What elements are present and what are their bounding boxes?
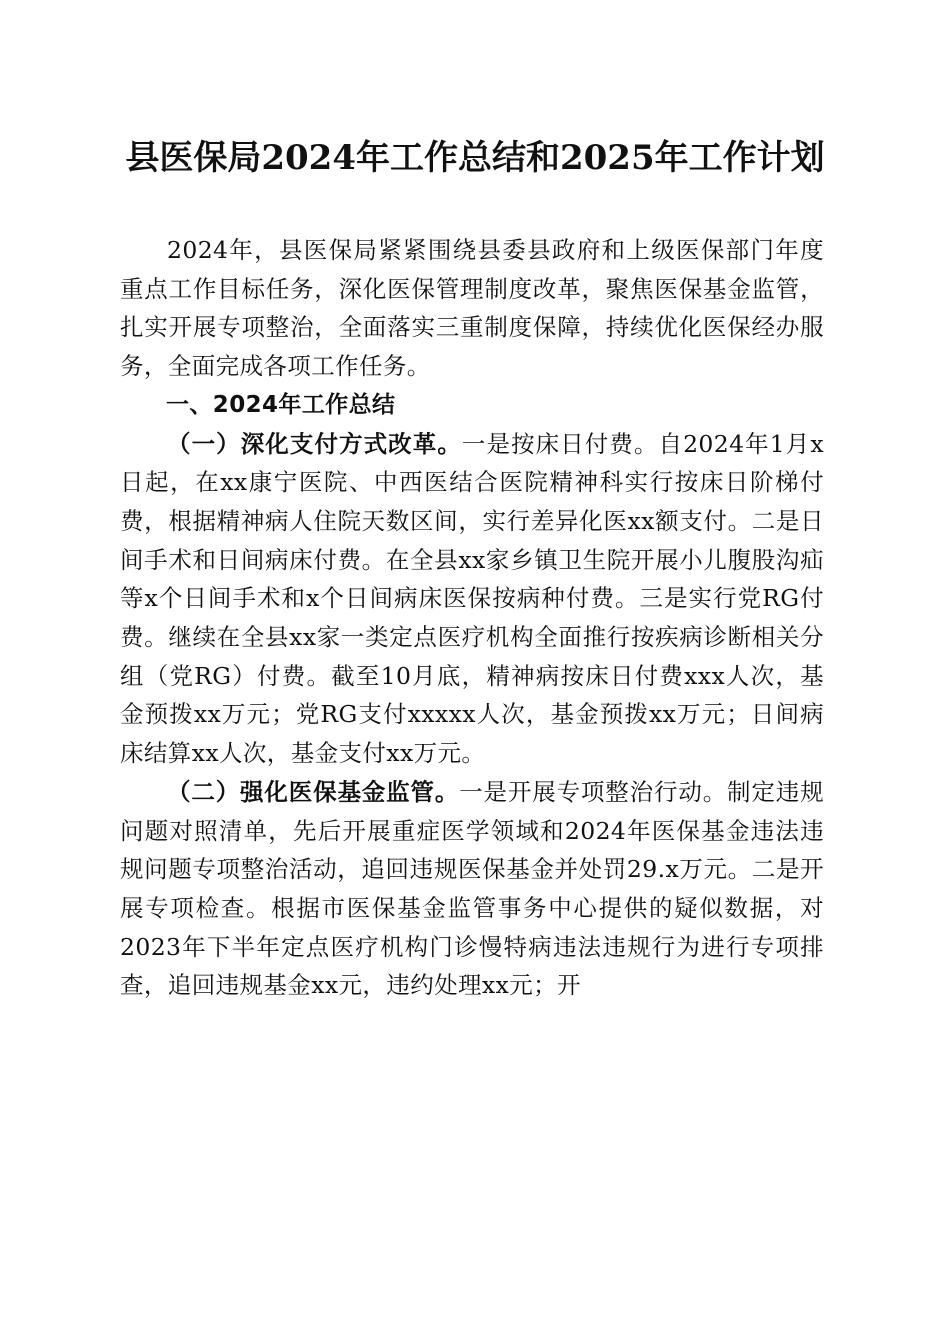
paragraph-heading: （二）强化医保基金监管。 <box>167 777 460 806</box>
intro-paragraph: 2024年，县医保局紧紧围绕县委县政府和上级医保部门年度重点工作目标任务，深化医保管理制度改革，聚焦医保基金监管，扎实开展专项整治，全面落实三重制度保障，持续优化医保经办服务，全面完成各项工作任务。 <box>120 236 824 381</box>
paragraph-text: 一是开展专项整治行动。制定违规问题对照清单，先后开展重症医学领域和2024年医保基金违法违规问题专项整治活动，追回违规医保基金并处罚29.x万元。二是开展专项检查。根据市医保基金监管事务中心提供的疑似数据，对2023年下半年定点医疗机构门诊慢特病违法违规行为进行专项排查，追回违规基金xx元，违约处理xx元；开 <box>120 777 824 1000</box>
paragraph-fund-supervision <box>120 773 824 1005</box>
document-body <box>120 231 824 1005</box>
section-heading: 一、2024年工作总结 <box>166 391 396 418</box>
paragraph-payment-reform <box>120 425 824 773</box>
paragraph-heading: （一）深化支付方式改革。 <box>167 429 462 458</box>
document-title: 县医保局2024年工作总结和2025年工作计划 <box>125 138 825 178</box>
paragraph-text: 一是按床日付费。自2024年1月x日起，在xx康宁医院、中西医结合医院精神科实行按床日阶梯付费，根据精神病人住院天数区间，实行差异化医xx额支付。二是日间手术和日间病床付费。在全县xx家乡镇卫生院开展小儿腹股沟疝等x个日间手术和x个日间病床医保按病种付费。三是实行党RG付费。继续在全县xx家一类定点医疗机构全面推行按疾病诊断相关分组（党RG）付费。截至10月底，精神病按床日付费xxx人次，基金预拨xx万元；党RG支付xxxxx人次，基金预拨xx万元；日间病床结算xx人次，基金支付xx万元。 <box>120 429 824 768</box>
